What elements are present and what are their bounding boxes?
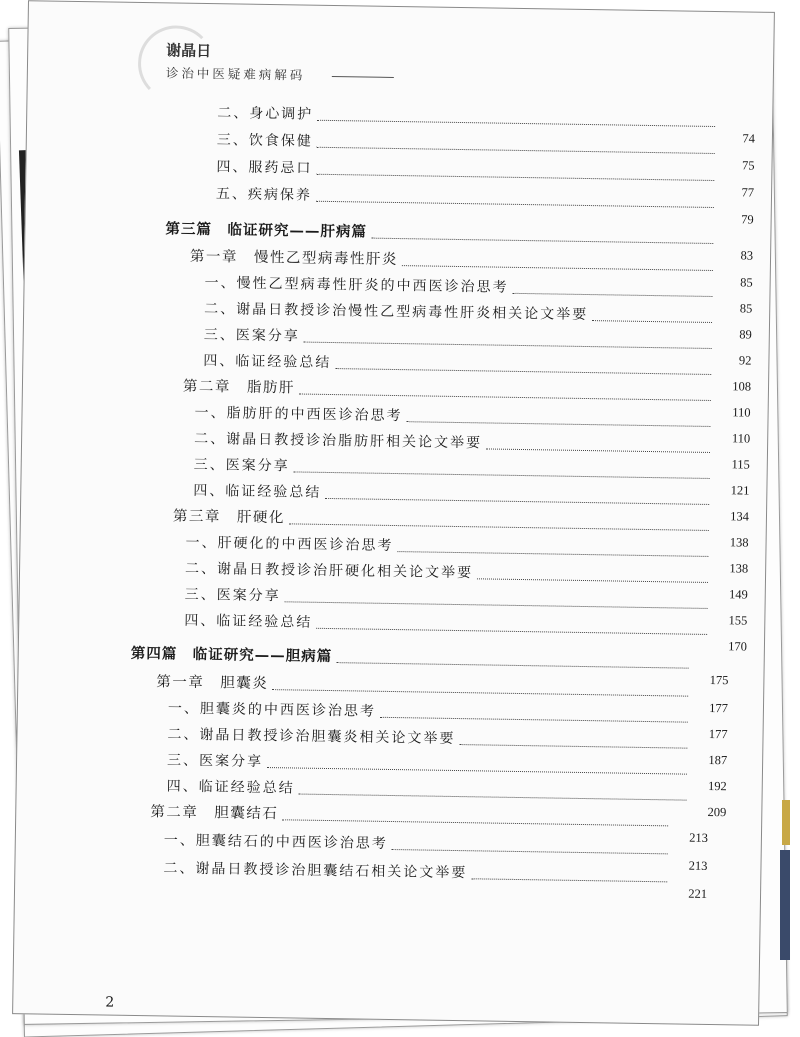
toc-leader-dots — [406, 421, 710, 427]
toc-section — [163, 857, 708, 901]
toc-leader-dots — [397, 551, 708, 557]
book-cover-edge — [780, 850, 790, 960]
toc-entry-page: 138 — [729, 561, 749, 576]
toc-entry-page: 213 — [688, 858, 708, 873]
toc-entry-title: 二、谢晶日教授诊治肝硬化相关论文举要 — [184, 560, 474, 582]
toc-entry-title: 四、服药忌口 — [216, 159, 313, 177]
toc-leader-dots — [285, 601, 708, 609]
toc-entry-title: 五、疾病保养 — [215, 186, 313, 204]
toc-entry-page: 170 — [728, 639, 748, 654]
toc-entry-page: 221 — [688, 886, 708, 901]
toc-entry-page: 134 — [730, 509, 750, 524]
toc-entry-title: 一、慢性乙型病毒性肝炎的中西医诊治思考 — [204, 275, 509, 296]
toc-entry-page: 77 — [741, 185, 755, 200]
toc-leader-dots — [512, 293, 712, 297]
toc-entry-page: 177 — [709, 700, 729, 716]
book-cover-edge — [782, 800, 790, 845]
toc-entry-page: 213 — [689, 830, 709, 845]
toc-entry-title: 三、饮食保健 — [216, 132, 313, 150]
toc-entry-page: 110 — [732, 405, 751, 420]
toc-section — [215, 183, 754, 227]
toc-leader-dots — [289, 523, 709, 531]
toc-entry-page: 192 — [707, 778, 727, 794]
toc-entry-page: 75 — [741, 158, 755, 173]
toc-leader-dots — [371, 238, 713, 244]
toc-leader-dots — [267, 767, 687, 775]
toc-leader-dots — [380, 717, 688, 723]
toc-entry-title: 第四篇 临证研究——胆病篇 — [130, 645, 333, 666]
toc-entry-page: 121 — [730, 483, 750, 498]
toc-leader-dots — [402, 265, 713, 271]
toc-entry-page: 138 — [729, 535, 749, 550]
toc-entry-page: 85 — [740, 275, 753, 290]
toc-entry-title: 二、谢晶日教授诊治胆囊结石相关论文举要 — [163, 860, 468, 882]
toc-entry-title: 二、谢晶日教授诊治脂肪肝相关论文举要 — [194, 430, 483, 452]
toc-entry-title: 第一章 慢性乙型病毒性肝炎 — [189, 248, 399, 269]
toc-leader-dots — [392, 849, 668, 854]
toc-leader-dots — [486, 448, 710, 453]
toc-leader-dots — [294, 471, 710, 479]
toc-entry-title: 三、医案分享 — [193, 456, 290, 475]
toc-entry-title: 四、临证经验总结 — [166, 778, 295, 797]
toc-entry-page: 175 — [709, 672, 729, 688]
toc-entry-title: 第二章 脂肪肝 — [182, 378, 296, 397]
table-of-contents — [13, 1, 774, 1025]
toc-entry-page: 187 — [708, 752, 728, 768]
toc-entry-page: 108 — [732, 379, 752, 394]
toc-entry-page: 83 — [740, 248, 754, 263]
toc-leader-dots — [316, 174, 714, 181]
toc-leader-dots — [337, 662, 689, 669]
toc-entry-title: 二、谢晶日教授诊治慢性乙型病毒性肝炎相关论文举要 — [204, 301, 589, 324]
toc-entry-title: 一、胆囊炎的中西医诊治思考 — [167, 700, 377, 720]
toc-entry-page: 79 — [741, 212, 754, 227]
toc-leader-dots — [299, 794, 687, 801]
toc-leader-dots — [282, 819, 668, 826]
toc-page — [12, 0, 775, 1026]
toc-entry-title: 第三章 肝硬化 — [172, 508, 286, 527]
toc-leader-dots — [317, 147, 715, 154]
header-author: 谢晶日 — [166, 41, 212, 61]
toc-leader-dots — [299, 393, 711, 400]
toc-entry-title: 一、胆囊结石的中西医诊治思考 — [163, 832, 388, 852]
toc-entry-page: 110 — [731, 431, 751, 446]
toc-entry-title: 一、脂肪肝的中西医诊治思考 — [194, 404, 403, 425]
toc-leader-dots — [459, 744, 687, 749]
toc-entry-title: 三、医案分享 — [166, 752, 264, 770]
toc-entry-page: 115 — [731, 457, 750, 472]
toc-entry-title: 四、临证经验总结 — [193, 482, 322, 501]
toc-entry-title: 四、临证经验总结 — [203, 352, 332, 372]
toc-entry-title: 第一章 胆囊炎 — [156, 674, 269, 693]
toc-entry-page: 177 — [708, 726, 728, 742]
toc-entry-page: 92 — [738, 353, 752, 368]
toc-entry-page: 85 — [739, 301, 753, 316]
toc-leader-dots — [316, 628, 707, 635]
toc-entry-page: 155 — [728, 613, 748, 628]
toc-entry-title: 四、临证经验总结 — [184, 612, 313, 631]
toc-entry-page: 209 — [707, 804, 727, 820]
toc-entry-title: 第三篇 临证研究——肝病篇 — [165, 221, 368, 241]
toc-leader-dots — [335, 368, 711, 375]
toc-section — [184, 610, 748, 654]
page-number: 2 — [105, 994, 115, 1011]
toc-entry-title: 二、身心调护 — [217, 105, 314, 123]
toc-entry-title: 一、肝硬化的中西医诊治思考 — [185, 534, 394, 555]
toc-leader-dots — [477, 578, 708, 583]
toc-entry-page: 74 — [742, 131, 756, 146]
toc-leader-dots — [304, 342, 712, 349]
toc-leader-dots — [592, 320, 712, 323]
toc-entry-title: 三、医案分享 — [203, 326, 300, 345]
toc-entry-title: 第二章 胆囊结石 — [150, 804, 279, 823]
toc-entry-title: 三、医案分享 — [184, 586, 281, 605]
toc-leader-dots — [471, 878, 667, 882]
header-book-title: 诊治中医疑难病解码 — [165, 65, 306, 83]
toc-entry-page: 149 — [728, 587, 748, 602]
toc-entry-title: 二、谢晶日教授诊治胆囊炎相关论文举要 — [167, 726, 456, 748]
toc-leader-dots — [325, 498, 709, 505]
toc-leader-dots — [316, 201, 714, 208]
toc-entry-page: 89 — [739, 327, 752, 342]
toc-leader-dots — [272, 689, 688, 697]
toc-leader-dots — [317, 120, 715, 127]
